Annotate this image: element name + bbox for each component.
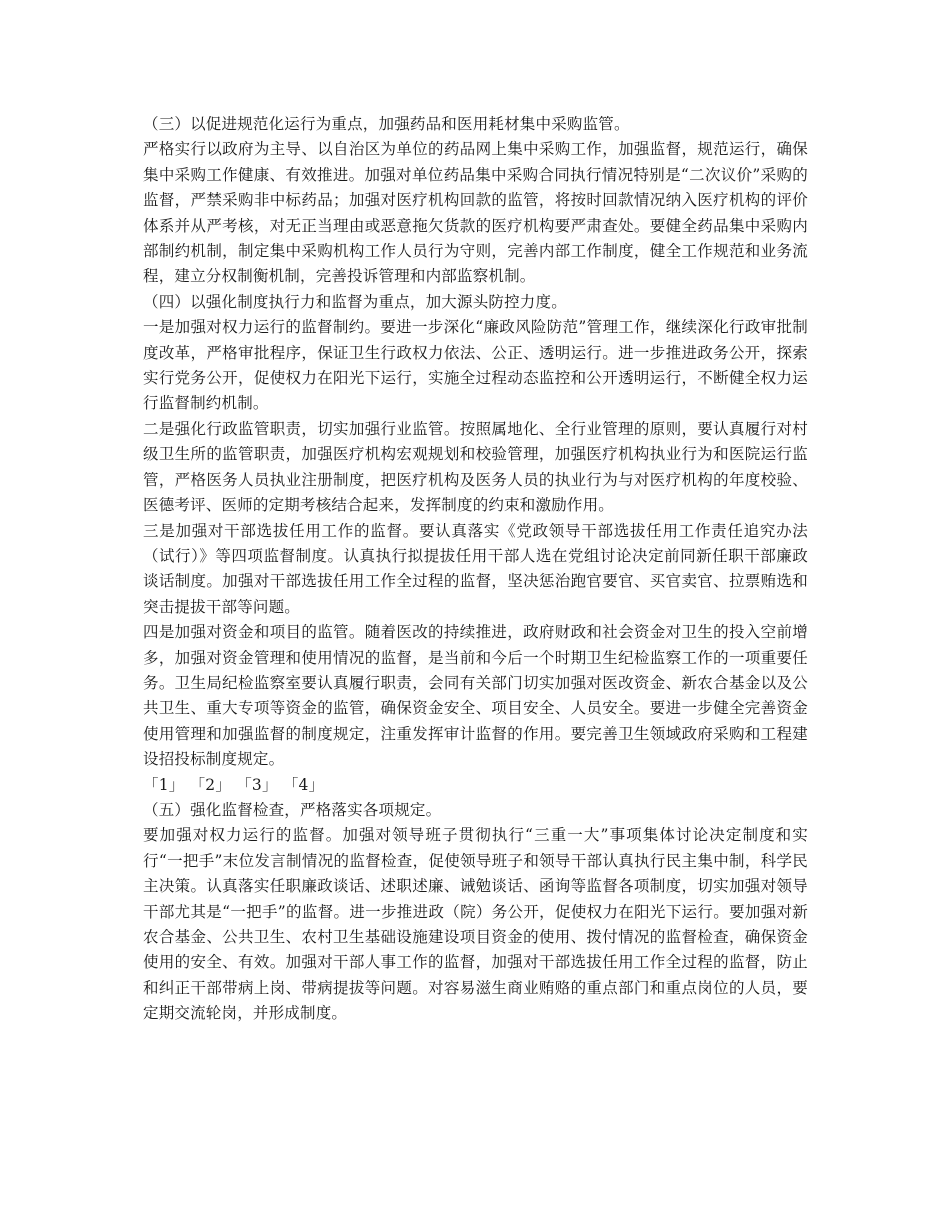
paragraph: 要加强对权力运行的监督。加强对领导班子贯彻执行“三重一大”事项集体讨论决定制度和实行“一把手”末位发言制情况的监督检查，促使领导班子和领导干部认真执行民主集中制，科学民主决策。认真落实任职廉政谈话、述职述廉、诫勉谈话、函询等监督各项制度，切实加强对领导干部尤其是“一把手”的监督。进一步推进政（院）务公开，促使权力在阳光下运行。要加强对新农合基金、公共卫生、农村卫生基础设施建设项目资金的使用、拨付情况的监督检查，确保资金使用的安全、有效。加强对干部人事工作的监督，加强对干部选拔任用工作全过程的监督，防止和纠正干部带病上岗、带病提拔等问题。对容易滋生商业贿赂的重点部门和重点岗位的人员，要定期交流轮岗，并形成制度。 — [143, 826, 808, 1023]
page-link-2[interactable]: 「2」 — [189, 775, 232, 794]
page-link-3[interactable]: 「3」 — [236, 775, 278, 794]
page-link-1[interactable]: 「1」 — [143, 775, 185, 794]
page-link-4[interactable]: 「4」 — [282, 775, 325, 794]
paragraph: 严格实行以政府为主导、以自治区为单位的药品网上集中采购工作，加强监督，规范运行，确保集中采购工作健康、有效推进。加强对单位药品集中采购合同执行情况特别是“二次议价”采购的监督，严禁采购非中标药品；加强对医疗机构回款的监管，将按时回款情况纳入医疗机构的评价体系并从严考核，对无正当理由或恶意拖欠货款的医疗机构要严肃查处。要健全药品集中采购内部制约机制，制定集中采购机构工作人员行为守则，完善内部工作制度，健全工作规范和业务流程，建立分权制衡机制，完善投诉管理和内部监察机制。 — [143, 140, 808, 286]
paragraph: 一是加强对权力运行的监督制约。要进一步深化“廉政风险防范”管理工作，继续深化行政审批制度改革，严格审批程序，保证卫生行政权力依法、公正、透明运行。进一步推进政务公开，探索实行党务公开，促使权力在阳光下运行，实施全过程动态监控和公开透明运行，不断健全权力运行监督制约机制。 — [143, 318, 808, 413]
section-heading-3: （三）以促进规范化运行为重点，加强药品和医用耗材集中采购监管。 — [143, 115, 630, 133]
section-heading-4: （四）以强化制度执行力和监督为重点，加大源头防控力度。 — [143, 292, 567, 311]
pagination — [143, 773, 808, 798]
paragraph: 三是加强对干部选拔任用工作的监督。要认真落实《党政领导干部选拔任用工作责任追究办法（试行）》等四项监督制度。认真执行拟提拔任用干部人选在党组讨论决定前同新任职干部廉政谈话制度。加强对干部选拔任用工作全过程的监督，坚决惩治跑官要官、买官卖官、拉票贿选和突击提拔干部等问题。 — [143, 521, 808, 616]
document-body — [143, 112, 808, 1027]
paragraph: 二是强化行政监管职责，切实加强行业监管。按照属地化、全行业管理的原则，要认真履行对村级卫生所的监管职责，加强医疗机构宏观规划和校验管理，加强医疗机构执业行为和医院运行监管，严格医务人员执业注册制度，把医疗机构及医务人员的执业行为与对医疗机构的年度校验、医德考评、医师的定期考核结合起来，发挥制度的约束和激励作用。 — [143, 419, 808, 515]
section-heading-5: （五）强化监督检查，严格落实各项规定。 — [143, 800, 442, 819]
paragraph: 四是加强对资金和项目的监管。随着医改的持续推进，政府财政和社会资金对卫生的投入空前增多，加强对资金管理和使用情况的监督，是当前和今后一个时期卫生纪检监察工作的一项重要任务。卫生局纪检监察室要认真履行职责，会同有关部门切实加强对医改资金、新农合基金以及公共卫生、重大专项等资金的监管，确保资金安全、项目安全、人员安全。要进一步健全完善资金使用管理和加强监督的制度规定，注重发挥审计监督的作用。要完善卫生领域政府采购和工程建设招投标制度规定。 — [143, 623, 808, 769]
